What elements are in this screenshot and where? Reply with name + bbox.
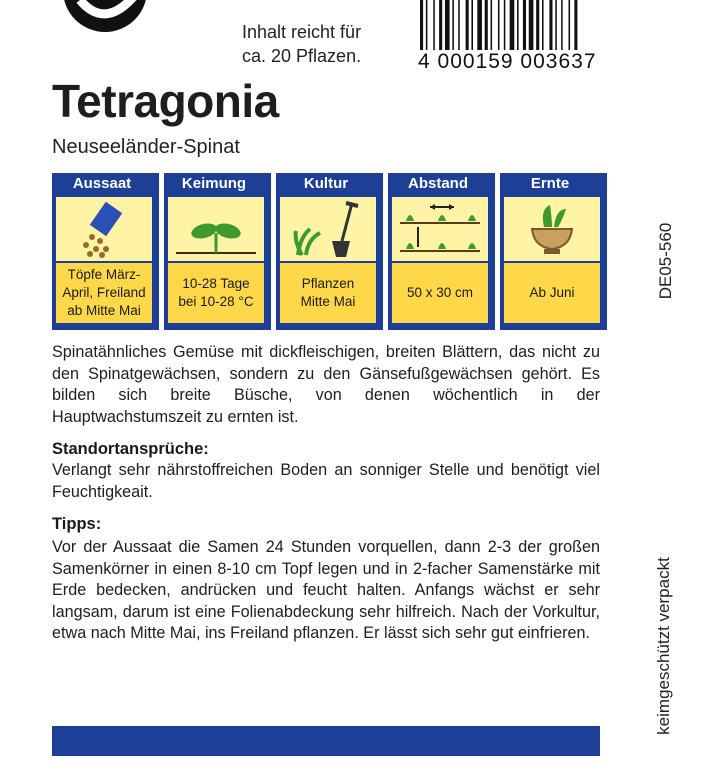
contents-line-2: ca. 20 Pflazen.: [242, 46, 362, 66]
location-text: Verlangt sehr nährstoffreichen Boden an sonniger Stelle und benötigt viel Feuchtigkeait.: [52, 461, 600, 501]
icon-text: Töpfe März- April, Freiland ab Mitte Mai: [56, 263, 152, 323]
icon-label: Ernte: [530, 175, 570, 192]
icon-text: Ab Juni: [504, 263, 600, 323]
product-title: Tetragonia: [52, 75, 279, 127]
icon-box-abstand: [388, 173, 495, 330]
icon-label: Aussaat: [72, 175, 132, 192]
icon-box-kultur: [276, 173, 383, 330]
tips-heading: Tipps:: [52, 515, 102, 533]
article-code: DE05-560: [656, 222, 675, 300]
icon-box-aussaat: [52, 173, 159, 330]
icon-text: Pflanzen Mitte Mai: [280, 263, 376, 323]
footer-band: [52, 726, 600, 756]
icon-box-keimung: [164, 173, 271, 330]
location-heading: Standortansprüche:: [52, 440, 209, 458]
barcode-number: 4 000159 003637: [418, 50, 652, 74]
product-subtitle: Neuseeländer-Spinat: [52, 136, 240, 158]
seedling-icon: [168, 197, 264, 261]
icon-box-ernte: [500, 173, 607, 330]
spacing-icon: [392, 197, 488, 261]
spade-plants-icon: [280, 197, 376, 261]
harvest-bowl-icon: [504, 197, 600, 261]
icon-label: Keimung: [181, 175, 247, 192]
tips-text: Vor der Aussaat die Samen 24 Stunden vorquellen, dann 2-3 der großen Samenkörner in einen 8-10 cm Topf legen und in 2-facher Samenstärke mit Erde bedecken, andrücken und feucht halten. Anfangs wächst er sehr langsam, darum ist eine Folienabdeckung sehr hilfreich. Nach der Vorkultur, etwa nach Mitte Mai, ins Freiland pflanzen. Er lässt sich sehr gut einfrieren.: [52, 538, 600, 642]
product-description: Spinatähnliches Gemüse mit dickfleischigen, breiten Blättern, das nicht zu den Spinatgewächsen, sondern zu den Gänsefußgewächsen gehört. Es bilden sich breite Büsche, von denen wöchentlich in der Hauptwachstumszeit zu ernten ist.: [52, 343, 600, 426]
icon-label: Abstand: [408, 175, 468, 192]
packaging-note: keimgeschützt verpackt: [654, 557, 673, 735]
icon-text: 10-28 Tage bei 10-28 °C: [168, 263, 264, 323]
contents-note: [242, 20, 361, 68]
icon-label: Kultur: [303, 175, 349, 192]
icon-text: 50 x 30 cm: [392, 263, 488, 323]
contents-line-1: Inhalt reicht für: [242, 22, 362, 42]
brand-logo: [60, 0, 150, 35]
seed-packet-icon: [56, 197, 152, 261]
